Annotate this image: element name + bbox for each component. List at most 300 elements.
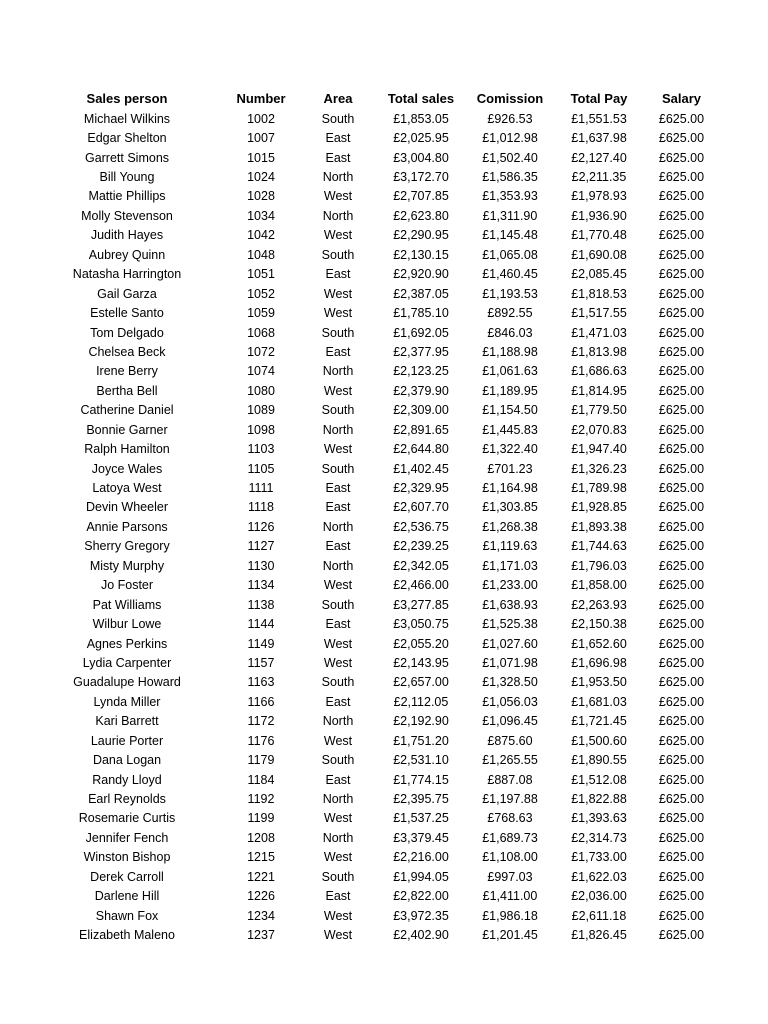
cell-total-sales: £3,972.35 [393,908,449,923]
table-row [0,887,768,906]
cell-salary: £625.00 [658,908,705,923]
cell-total-pay: £1,733.00 [571,850,627,865]
cell-total-sales: £2,377.95 [393,344,449,359]
cell-comission: £997.03 [487,869,533,884]
cell-total-pay: £1,822.88 [571,792,627,807]
header-area: Area [323,91,353,106]
cell-area: North [322,830,354,845]
cell-number: 1199 [247,811,275,826]
cell-total-sales: £3,277.85 [393,597,449,612]
cell-total-sales: £2,402.90 [393,928,449,943]
header-number: Number [236,91,286,106]
cell-total-pay: £1,818.53 [571,286,627,301]
cell-salary: £625.00 [658,830,705,845]
cell-total-pay: £1,500.60 [571,733,627,748]
cell-total-pay: £1,551.53 [571,111,627,126]
cell-total-sales: £2,025.95 [393,131,449,146]
cell-total-sales: £2,342.05 [393,558,449,573]
cell-salary: £625.00 [658,306,705,321]
cell-comission: £1,065.08 [482,247,538,262]
cell-area: West [323,850,353,865]
cell-sales-person: Bonnie Garner [86,422,168,437]
cell-area: South [321,247,355,262]
cell-comission: £1,411.00 [482,889,538,904]
cell-sales-person: Latoya West [92,481,162,496]
cell-salary: £625.00 [658,869,705,884]
cell-area: South [321,403,355,418]
cell-sales-person: Mattie Phillips [88,189,166,204]
cell-total-pay: £1,947.40 [571,442,627,457]
cell-salary: £625.00 [658,481,705,496]
cell-area: West [323,636,353,651]
cell-salary: £625.00 [658,344,705,359]
cell-area: South [321,675,355,690]
cell-area: West [323,383,353,398]
cell-total-sales: £3,004.80 [393,150,449,165]
cell-sales-person: Judith Hayes [90,228,164,243]
table-row [0,323,768,342]
cell-sales-person: Elizabeth Maleno [79,928,175,943]
cell-sales-person: Shawn Fox [95,908,159,923]
cell-area: East [325,617,351,632]
cell-comission: £1,586.35 [482,170,538,185]
cell-comission: £1,197.88 [482,792,538,807]
cell-number: 1215 [247,850,275,865]
cell-sales-person: Lydia Carpenter [82,655,172,670]
cell-comission: £1,353.93 [482,189,538,204]
cell-salary: £625.00 [658,519,705,534]
cell-comission: £1,012.98 [482,131,538,146]
cell-comission: £1,502.40 [482,150,538,165]
cell-comission: £846.03 [487,325,533,340]
cell-area: West [323,228,353,243]
cell-number: 1226 [247,889,275,904]
cell-sales-person: Earl Reynolds [88,792,166,807]
cell-total-sales: £2,379.90 [393,383,449,398]
cell-number: 1059 [247,306,275,321]
cell-salary: £625.00 [658,675,705,690]
table-row [0,595,768,614]
cell-area: West [323,189,353,204]
cell-comission: £701.23 [487,461,533,476]
cell-total-pay: £1,690.08 [571,247,627,262]
cell-total-sales: £2,657.00 [393,675,449,690]
cell-total-pay: £1,721.45 [571,714,627,729]
table-row [0,828,768,847]
cell-total-sales: £1,774.15 [393,772,449,787]
cell-number: 1074 [247,364,275,379]
table-row [0,167,768,186]
cell-salary: £625.00 [658,850,705,865]
cell-comission: £1,154.50 [482,403,538,418]
cell-sales-person: Winston Bishop [83,850,171,865]
cell-salary: £625.00 [658,500,705,515]
table-row [0,848,768,867]
cell-total-pay: £1,953.50 [571,675,627,690]
cell-sales-person: Michael Wilkins [83,111,171,126]
table-row [0,537,768,556]
cell-sales-person: Edgar Shelton [87,131,167,146]
table-row [0,284,768,303]
cell-number: 1048 [247,247,275,262]
cell-number: 1157 [247,655,275,670]
table-row [0,614,768,633]
cell-number: 1126 [247,519,275,534]
cell-number: 1172 [247,714,275,729]
cell-total-sales: £3,172.70 [393,170,449,185]
table-row [0,226,768,245]
cell-total-sales: £1,994.05 [393,869,449,884]
cell-total-pay: £1,890.55 [571,753,627,768]
cell-salary: £625.00 [658,170,705,185]
cell-comission: £1,096.45 [482,714,538,729]
cell-salary: £625.00 [658,928,705,943]
table-row [0,206,768,225]
header-sales-person: Sales person [86,91,168,106]
cell-total-sales: £1,537.25 [393,811,449,826]
cell-number: 1179 [247,753,275,768]
cell-area: South [321,111,355,126]
cell-area: East [325,500,351,515]
table-row [0,245,768,264]
cell-comission: £1,201.45 [482,928,538,943]
cell-area: North [322,714,354,729]
cell-total-pay: £2,263.93 [571,597,627,612]
cell-total-pay: £1,779.50 [571,403,627,418]
table-row [0,342,768,361]
cell-area: East [325,772,351,787]
cell-number: 1068 [247,325,275,340]
cell-salary: £625.00 [658,636,705,651]
cell-sales-person: Pat Williams [92,597,162,612]
table-row [0,148,768,167]
sales-table [0,88,768,945]
cell-total-pay: £1,637.98 [571,131,627,146]
cell-comission: £1,525.38 [482,617,538,632]
cell-sales-person: Lynda Miller [93,694,161,709]
cell-number: 1080 [247,383,275,398]
cell-comission: £1,265.55 [482,753,538,768]
cell-comission: £1,328.50 [482,675,538,690]
table-row [0,362,768,381]
cell-comission: £1,061.63 [482,364,538,379]
cell-number: 1051 [247,267,275,282]
cell-area: North [322,208,354,223]
cell-comission: £887.08 [487,772,533,787]
cell-total-sales: £3,379.45 [393,830,449,845]
cell-sales-person: Estelle Santo [90,306,164,321]
table-row [0,265,768,284]
cell-comission: £1,164.98 [482,481,538,496]
cell-total-sales: £2,707.85 [393,189,449,204]
cell-salary: £625.00 [658,617,705,632]
cell-comission: £1,986.18 [482,908,538,923]
cell-sales-person: Tom Delgado [90,325,164,340]
cell-total-pay: £1,517.55 [571,306,627,321]
cell-area: East [325,481,351,496]
cell-total-pay: £1,826.45 [571,928,627,943]
cell-number: 1149 [247,636,275,651]
cell-total-sales: £1,402.45 [393,461,449,476]
cell-area: South [321,461,355,476]
cell-total-sales: £2,644.80 [393,442,449,457]
table-row [0,498,768,517]
cell-salary: £625.00 [658,558,705,573]
cell-total-pay: £1,928.85 [571,500,627,515]
table-row [0,109,768,128]
table-row [0,867,768,886]
cell-salary: £625.00 [658,655,705,670]
table-row [0,576,768,595]
cell-comission: £1,056.03 [482,694,538,709]
cell-sales-person: Jo Foster [100,578,154,593]
cell-sales-person: Chelsea Beck [88,344,166,359]
cell-number: 1184 [247,772,275,787]
cell-salary: £625.00 [658,422,705,437]
cell-total-pay: £1,652.60 [571,636,627,651]
table-body [0,109,768,945]
cell-salary: £625.00 [658,325,705,340]
cell-number: 1015 [247,150,275,165]
cell-area: West [323,908,353,923]
cell-total-pay: £1,686.63 [571,364,627,379]
cell-total-sales: £2,216.00 [393,850,449,865]
cell-comission: £1,460.45 [482,267,538,282]
cell-total-pay: £1,681.03 [571,694,627,709]
cell-total-pay: £1,744.63 [571,539,627,554]
cell-total-sales: £2,536.75 [393,519,449,534]
cell-number: 1089 [247,403,275,418]
cell-total-sales: £2,607.70 [393,500,449,515]
cell-salary: £625.00 [658,189,705,204]
cell-area: North [322,422,354,437]
cell-area: West [323,733,353,748]
cell-salary: £625.00 [658,111,705,126]
cell-comission: £1,188.98 [482,344,538,359]
cell-total-pay: £2,314.73 [571,830,627,845]
cell-area: West [323,286,353,301]
cell-sales-person: Derek Carroll [90,869,164,884]
cell-total-sales: £2,290.95 [393,228,449,243]
cell-number: 1072 [247,344,275,359]
cell-total-sales: £3,050.75 [393,617,449,632]
table-row [0,303,768,322]
cell-sales-person: Agnes Perkins [86,636,168,651]
cell-sales-person: Catherine Daniel [80,403,174,418]
cell-number: 1130 [247,558,275,573]
cell-sales-person: Bill Young [99,170,155,185]
cell-number: 1134 [247,578,275,593]
cell-comission: £1,145.48 [482,228,538,243]
cell-number: 1042 [247,228,275,243]
table-row [0,770,768,789]
cell-salary: £625.00 [658,383,705,398]
cell-total-sales: £2,531.10 [393,753,449,768]
cell-area: West [323,306,353,321]
table-row [0,731,768,750]
table-row [0,478,768,497]
cell-total-pay: £2,611.18 [571,908,627,923]
table-row [0,653,768,672]
cell-sales-person: Rosemarie Curtis [78,811,176,826]
cell-number: 1007 [247,131,275,146]
cell-area: South [321,325,355,340]
cell-comission: £1,689.73 [482,830,538,845]
cell-total-pay: £1,978.93 [571,189,627,204]
cell-comission: £875.60 [487,733,533,748]
cell-comission: £1,322.40 [482,442,538,457]
cell-number: 1234 [247,908,275,923]
cell-number: 1118 [248,500,274,515]
cell-comission: £1,071.98 [482,655,538,670]
table-row [0,420,768,439]
cell-total-sales: £2,891.65 [393,422,449,437]
cell-salary: £625.00 [658,772,705,787]
cell-number: 1144 [247,617,275,632]
cell-total-pay: £1,893.38 [571,519,627,534]
cell-sales-person: Misty Murphy [89,558,165,573]
cell-salary: £625.00 [658,694,705,709]
cell-comission: £1,027.60 [482,636,538,651]
cell-total-sales: £2,623.80 [393,208,449,223]
cell-total-pay: £2,211.35 [571,170,627,185]
cell-salary: £625.00 [658,811,705,826]
table-row [0,439,768,458]
cell-sales-person: Jennifer Fench [85,830,169,845]
cell-total-sales: £1,785.10 [393,306,449,321]
cell-area: North [322,519,354,534]
cell-number: 1098 [247,422,275,437]
cell-total-sales: £2,143.95 [393,655,449,670]
cell-salary: £625.00 [658,597,705,612]
cell-sales-person: Ralph Hamilton [84,442,170,457]
cell-comission: £1,311.90 [482,208,538,223]
cell-total-sales: £1,751.20 [393,733,449,748]
cell-total-pay: £1,696.98 [571,655,627,670]
table-row [0,750,768,769]
cell-number: 1034 [247,208,275,223]
cell-total-sales: £2,112.05 [393,694,449,709]
cell-area: East [325,267,351,282]
header-salary: Salary [661,91,702,106]
cell-salary: £625.00 [658,442,705,457]
cell-total-sales: £2,239.25 [393,539,449,554]
cell-number: 1127 [247,539,275,554]
cell-area: South [321,869,355,884]
cell-comission: £1,268.38 [482,519,538,534]
cell-sales-person: Guadalupe Howard [73,675,181,690]
cell-number: 1237 [247,928,275,943]
cell-comission: £1,119.63 [482,539,538,554]
cell-comission: £1,445.83 [482,422,538,437]
cell-total-pay: £1,770.48 [571,228,627,243]
cell-total-pay: £1,622.03 [571,869,627,884]
cell-total-pay: £1,796.03 [571,558,627,573]
cell-total-sales: £1,692.05 [393,325,449,340]
cell-salary: £625.00 [658,150,705,165]
cell-total-pay: £1,512.08 [571,772,627,787]
cell-comission: £768.63 [487,811,533,826]
table-row [0,789,768,808]
table-row [0,128,768,147]
table-row [0,712,768,731]
cell-sales-person: Dana Logan [92,753,162,768]
cell-comission: £1,303.85 [482,500,538,515]
cell-total-sales: £1,853.05 [393,111,449,126]
header-comission: Comission [476,91,544,106]
cell-comission: £1,193.53 [482,286,538,301]
cell-area: East [325,694,351,709]
cell-comission: £1,638.93 [482,597,538,612]
cell-comission: £1,189.95 [482,383,538,398]
cell-total-pay: £1,326.23 [571,461,627,476]
cell-salary: £625.00 [658,247,705,262]
cell-area: West [323,655,353,670]
cell-sales-person: Natasha Harrington [72,267,182,282]
cell-salary: £625.00 [658,208,705,223]
cell-total-pay: £2,070.83 [571,422,627,437]
cell-number: 1166 [247,694,275,709]
cell-salary: £625.00 [658,228,705,243]
cell-area: East [325,344,351,359]
cell-salary: £625.00 [658,714,705,729]
cell-comission: £1,233.00 [482,578,538,593]
cell-total-sales: £2,123.25 [393,364,449,379]
cell-number: 1176 [247,733,275,748]
cell-salary: £625.00 [658,539,705,554]
cell-number: 1052 [247,286,275,301]
cell-total-pay: £2,036.00 [571,889,627,904]
cell-total-pay: £2,127.40 [571,150,627,165]
cell-sales-person: Annie Parsons [86,519,168,534]
cell-sales-person: Devin Wheeler [86,500,168,515]
cell-salary: £625.00 [658,364,705,379]
cell-total-pay: £2,085.45 [571,267,627,282]
cell-number: 1221 [247,869,275,884]
cell-comission: £892.55 [487,306,533,321]
cell-total-sales: £2,466.00 [393,578,449,593]
cell-salary: £625.00 [658,286,705,301]
cell-sales-person: Randy Lloyd [92,772,162,787]
cell-number: 1002 [247,111,275,126]
cell-area: East [325,889,351,904]
table-row [0,556,768,575]
cell-area: South [321,597,355,612]
cell-total-sales: £2,309.00 [393,403,449,418]
cell-area: East [325,131,351,146]
cell-area: North [322,792,354,807]
cell-area: East [325,150,351,165]
cell-number: 1111 [248,481,274,496]
cell-salary: £625.00 [658,461,705,476]
table-row [0,634,768,653]
cell-area: North [322,558,354,573]
cell-salary: £625.00 [658,792,705,807]
cell-area: North [322,364,354,379]
table-row [0,692,768,711]
cell-number: 1105 [247,461,275,476]
table-row [0,906,768,925]
cell-sales-person: Laurie Porter [90,733,164,748]
cell-total-sales: £2,387.05 [393,286,449,301]
cell-sales-person: Sherry Gregory [84,539,170,554]
cell-sales-person: Irene Berry [96,364,158,379]
table-row [0,459,768,478]
cell-total-pay: £1,813.98 [571,344,627,359]
cell-comission: £1,171.03 [482,558,538,573]
cell-area: West [323,578,353,593]
cell-total-sales: £2,329.95 [393,481,449,496]
